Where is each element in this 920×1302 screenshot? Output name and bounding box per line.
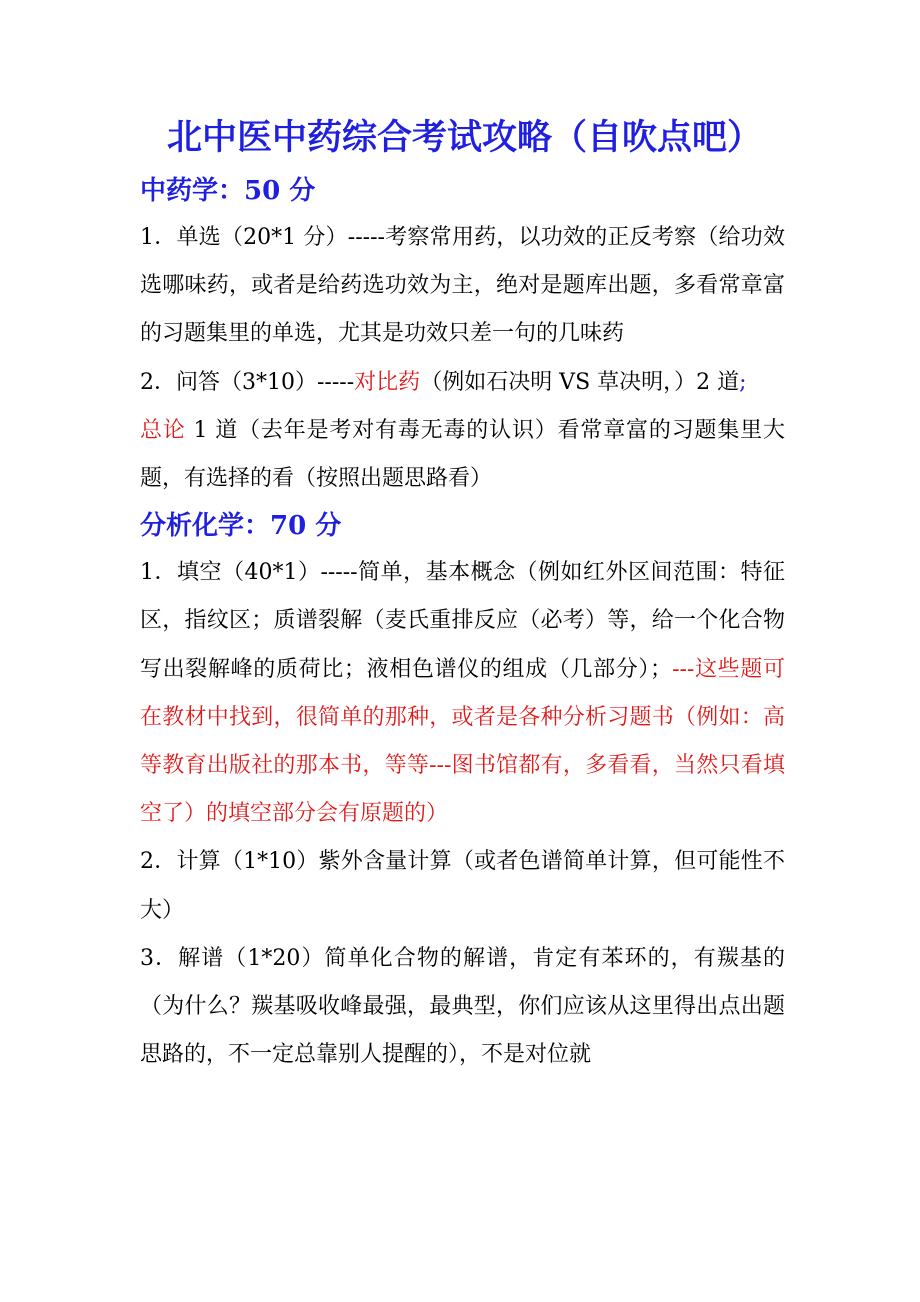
item-punctuation: ;	[739, 369, 747, 395]
item-text: 1 道（去年是考对有毒无毒的认识）看常章富的习题集里大题，有选择的看（按照出题思路看）	[140, 417, 785, 492]
document-title: 北中医中药综合考试攻略（自吹点吧）	[166, 117, 762, 158]
list-item	[140, 359, 785, 504]
list-item: 2．计算（1*10）紫外含量计算（或者色谱简单计算，但可能性不大）	[140, 849, 785, 923]
list-item	[140, 549, 785, 838]
section-analytical-chemistry	[140, 503, 785, 1079]
item-text: 2．问答（3*10）-----	[140, 369, 355, 395]
document-page	[140, 108, 785, 1079]
highlight-text: 总论	[140, 417, 186, 443]
section-chinese-pharmacology	[140, 168, 785, 503]
highlight-text: ---这些题可在教材中找到，很简单的那种，或者是各种分析习题书（例如：高等教育出版社的那本书，等等---图书馆都有，多看看，当然只看填空了）的填空部分会有原题的）	[140, 656, 785, 827]
section-heading: 分析化学：70 分	[140, 511, 342, 542]
list-item: 3．解谱（1*20）简单化合物的解谱，肯定有苯环的，有羰基的（为什么？羰基吸收峰最强，最典型，你们应该从这里得出点出题思路的，不一定总靠别人提醒的），不是对位就	[140, 945, 785, 1068]
list-item: 1．单选（20*1 分）-----考察常用药，以功效的正反考察（给功效选哪味药，或者是给药选功效为主，绝对是题库出题，多看常章富的习题集里的单选，尤其是功效只差一句的几味药	[140, 225, 785, 347]
item-text: （例如石决明 VS 草决明，）2 道	[420, 369, 740, 395]
highlight-text: 对比药	[354, 369, 421, 395]
item-text: 1．填空（40*1）-----简单，基本概念（例如红外区间范围：特征区，指纹区；质谱裂解（麦氏重排反应（必考）等，给一个化合物写出裂解峰的质荷比；液相色谱仪的组成（几部分）；	[140, 560, 785, 682]
section-heading: 中药学：50 分	[140, 176, 316, 206]
